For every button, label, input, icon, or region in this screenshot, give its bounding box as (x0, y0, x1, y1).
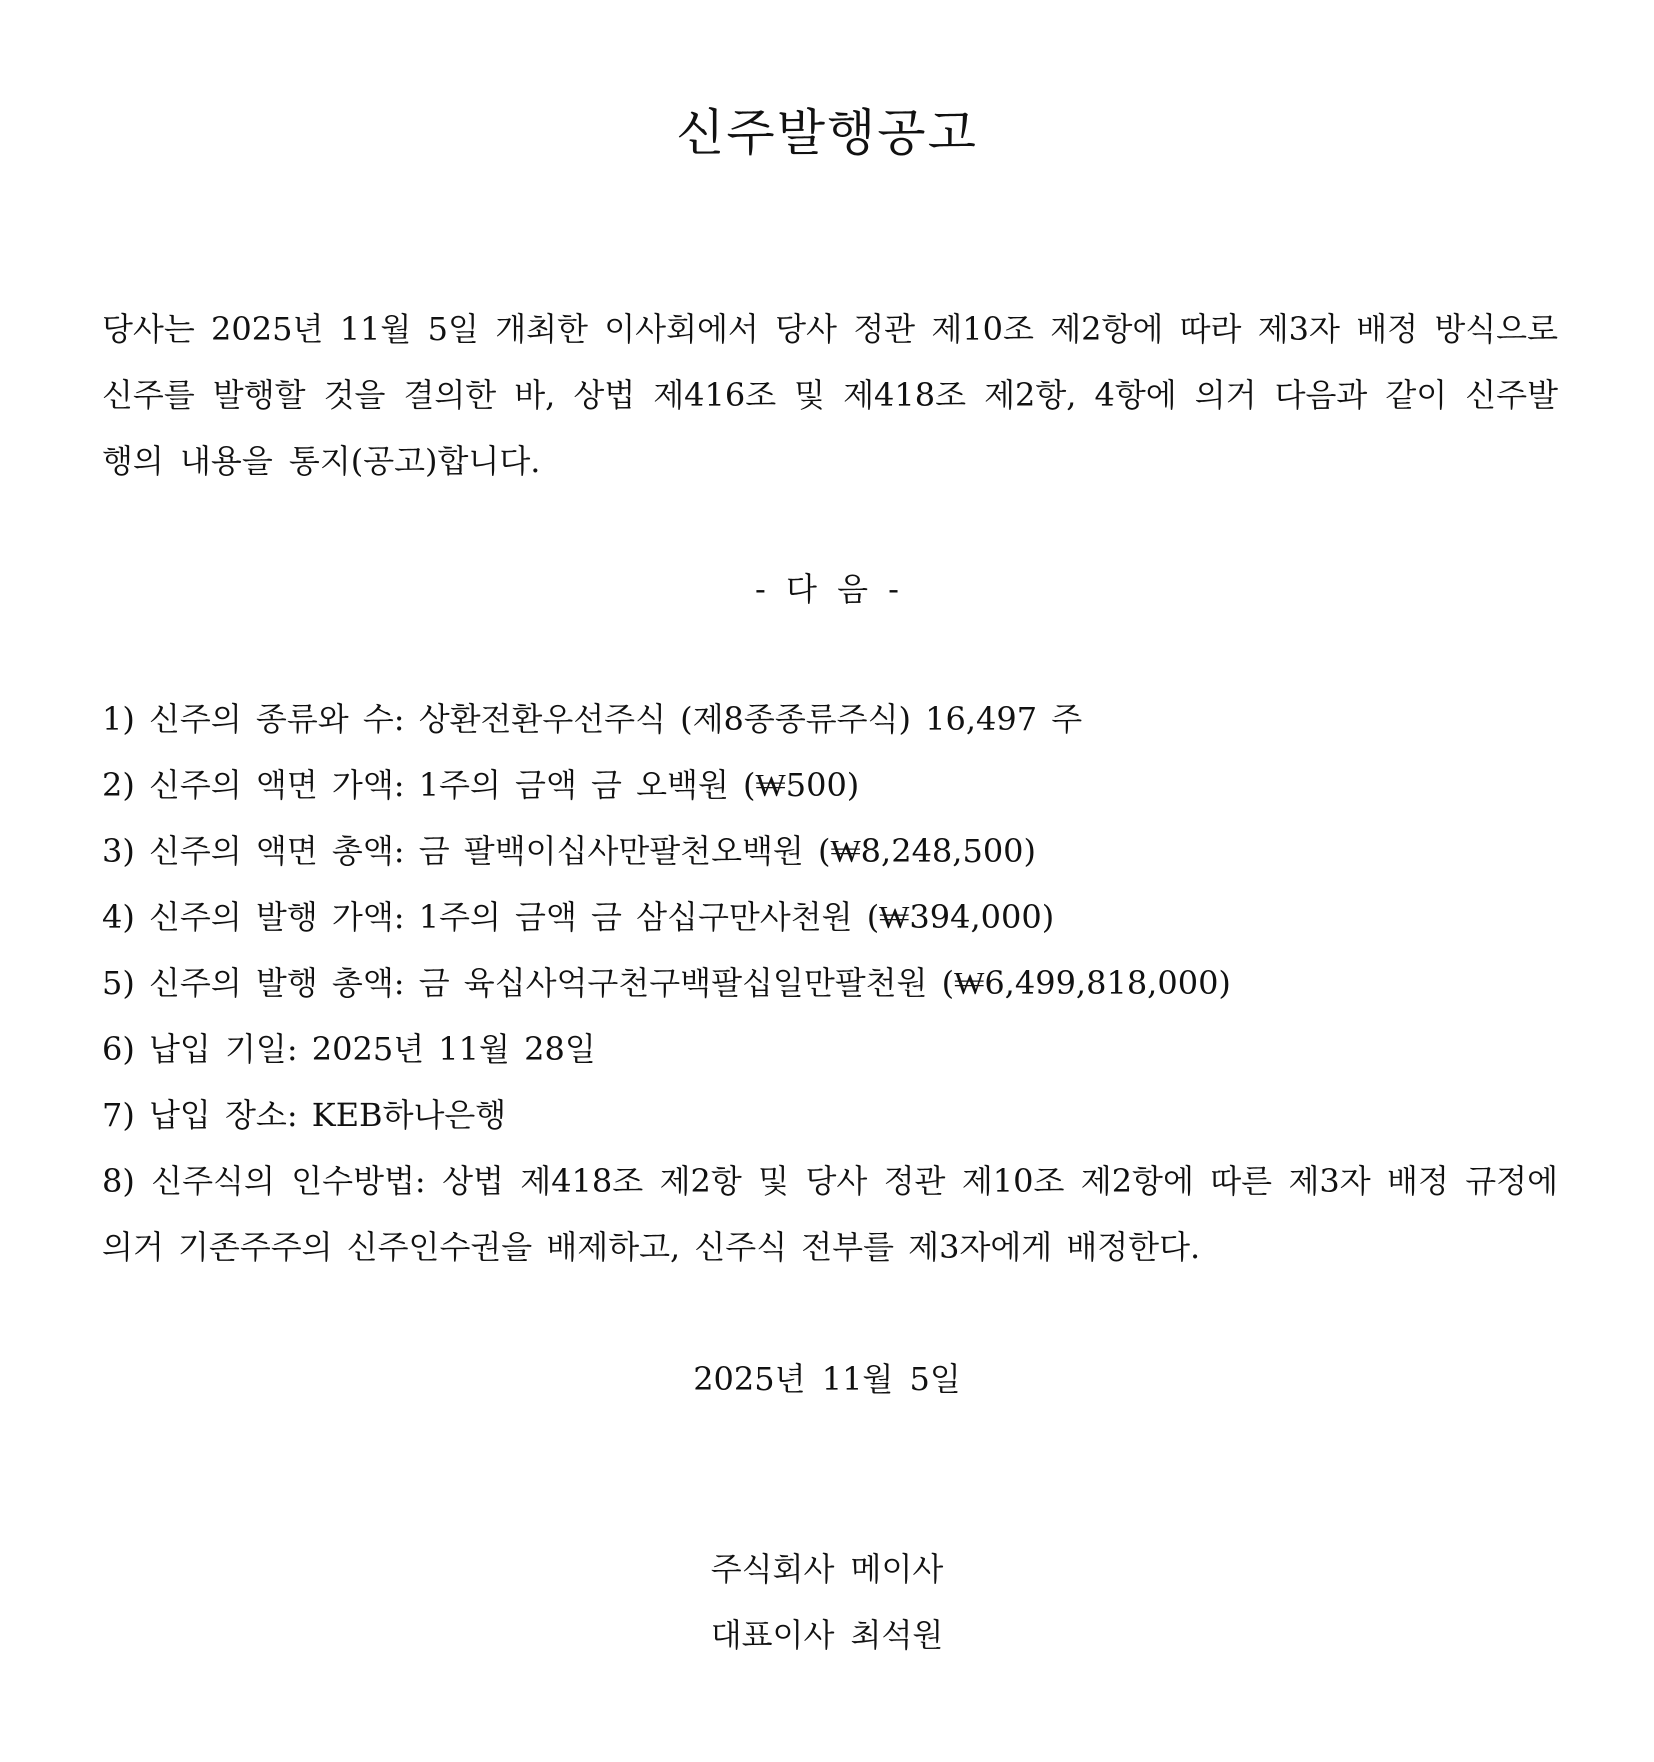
company-name: 주식회사 메이사 (710, 1550, 944, 1588)
notice-item-payment-date: 6) 납입 기일: 2025년 11월 28일 (102, 1030, 596, 1068)
section-heading-daeum: - 다 음 - (755, 570, 899, 608)
notice-item-subscription-method: 8) 신주식의 인수방법: 상법 제418조 제2항 및 당사 정관 제10조 제2항에 따른 제3자 배정 규정에 의거 기존주주의 신주인수권을 배제하고, 신주식 전부를 제3자에게 배정한다. (102, 1162, 1558, 1266)
signature-block (0, 1536, 1654, 1668)
notice-items-list (102, 686, 1558, 1280)
representative-name: 대표이사 최석원 (710, 1616, 944, 1654)
notice-item-issue-price: 4) 신주의 발행 가액: 1주의 금액 금 삼십구만사천원 (₩394,000) (102, 898, 1055, 936)
notice-item-payment-place: 7) 납입 장소: KEB하나은행 (102, 1096, 507, 1134)
notice-date: 2025년 11월 5일 (693, 1360, 961, 1398)
notice-item-issue-total: 5) 신주의 발행 총액: 금 육십사억구천구백팔십일만팔천원 (₩6,499,818,000) (102, 964, 1231, 1002)
intro-paragraph: 당사는 2025년 11월 5일 개최한 이사회에서 당사 정관 제10조 제2항에 따라 제3자 배정 방식으로 신주를 발행할 것을 결의한 바, 상법 제416조 및 제418조 제2항, 4항에 의거 다음과 같이 신주발행의 내용을 통지(공고)합니다. (102, 310, 1558, 480)
notice-item-share-type: 1) 신주의 종류와 수: 상환전환우선주식 (제8종종류주식) 16,497 주 (102, 700, 1083, 738)
document-title: 신주발행공고 (676, 104, 978, 162)
notice-item-par-value: 2) 신주의 액면 가액: 1주의 금액 금 오백원 (₩500) (102, 766, 860, 804)
notice-item-par-total: 3) 신주의 액면 총액: 금 팔백이십사만팔천오백원 (₩8,248,500) (102, 832, 1037, 870)
